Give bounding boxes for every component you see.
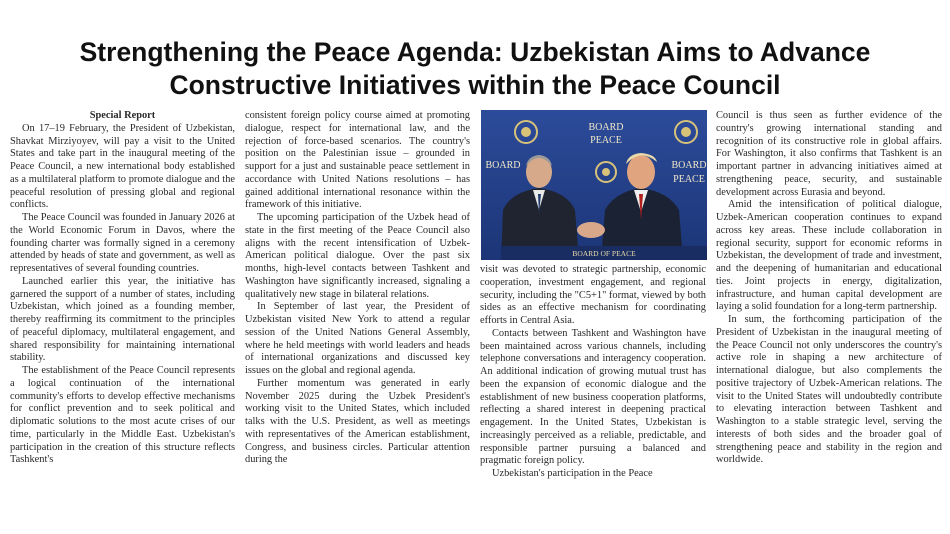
backdrop-text: PEACE	[590, 135, 622, 146]
backdrop-text: BOARD	[671, 160, 707, 171]
paragraph: On 17–19 February, the President of Uzbekistan, Shavkat Mirziyoyev, will pay a visit to the United States and take part in the inaugural meeting of the Peace Council, a new international body established as a multilateral platform to promote dialogue and the peaceful resolution of pressing global and regional conflicts.	[10, 122, 235, 211]
paragraph: The Peace Council was founded in January 2026 at the World Economic Forum in Davos, where the founding charter was formally signed in a ceremony attended by heads of state and government, as well as representatives of several founding countries.	[10, 212, 235, 274]
article-column-1	[10, 110, 235, 514]
banner-text: BOARD OF PEACE	[572, 249, 636, 258]
paragraph: consistent foreign policy course aimed at promoting dialogue, respect for international law, and the rejection of force-based scenarios. The country's position on the Palestinian issue – grounded in support for a just and sustainable peace settlement in accordance with United Nations resolutions – has gained additional international resonance within the framework of this initiative.	[245, 110, 470, 211]
paragraph: Uzbekistan's participation in the Peace	[492, 468, 653, 479]
handshake-photo	[481, 110, 707, 260]
backdrop-text: PEACE	[673, 174, 705, 185]
headline-line-1: Strengthening the Peace Agenda: Uzbekistan Aims to Advance	[79, 37, 871, 67]
section-label: Special Report	[89, 110, 156, 121]
headline-line-2: Constructive Initiatives within the Peace Council	[169, 70, 781, 100]
paragraph: visit was devoted to strategic partnership, economic cooperation, investment engagement, and regional security, including the "C5+1" format, viewed by both sides as an effective mechanism for coordinating efforts in Central Asia.	[480, 264, 706, 326]
paragraph: Contacts between Tashkent and Washington have been maintained across various channels, including telephone conversations and interagency cooperation. An additional indication of growing mutual trust has been the expansion of economic dialogue and the establishment of new business cooperation platforms, reflecting a shared interest in deepening practical engagement. In the United States, Uzbekistan is increasingly perceived as a reliable, predictable, and responsible partner pursuing a balanced and pragmatic foreign policy.	[480, 327, 706, 467]
news-photo	[481, 110, 707, 260]
paragraph: Launched earlier this year, the initiative has garnered the support of a number of states, including Uzbekistan, which joined as a founding member, thereby reaffirming its commitment to the principles of peaceful diplomacy, multilateral engagement, and shared responsibility for maintaining international stability.	[10, 275, 235, 364]
article-column-2	[245, 110, 470, 480]
backdrop-text: BOARD	[485, 160, 521, 171]
article-column-3	[480, 264, 706, 479]
backdrop-text: BOARD	[588, 122, 624, 133]
headline	[10, 36, 940, 102]
paragraph: The upcoming participation of the Uzbek head of state in the first meeting of the Peace Council also aligns with the recent intensification of Uzbek-American political dialogue. Over the past six months, high-level contacts between Tashkent and Washington have significantly increased, signaling a qualitatively new stage in bilateral relations.	[245, 212, 470, 300]
paragraph: The establishment of the Peace Council represents a logical continuation of the international community's efforts to develop effective mechanisms for conflict prevention and to seek political and diplomatic solutions to the most acute crises of our time, particularly in the Middle East. Uzbekistan's participation in the creation of this structure reflects Tashkent's	[10, 365, 235, 466]
paragraph: In September of last year, the President of Uzbekistan visited New York to attend a regular session of the United Nations General Assembly, where he held meetings with world leaders and heads of international organizations and discussed key issues on the global and regional agenda.	[245, 301, 470, 376]
paragraph: Further momentum was generated in early November 2025 during the Uzbek President's working visit to the United States, which included talks with the U.S. President, as well as meetings with representatives of the American establishment, Congress, and business circles. Particular attention during the	[245, 377, 470, 466]
paragraph: Amid the intensification of political dialogue, Uzbek-American cooperation continues to expand across key areas. These include collaboration in regional security, support for economic reforms in Uzbekistan, the development of trade and investment, and the deepening of humanitarian and educational ties. Joint projects in energy, digitalization, infrastructure, and human capital development are laying a solid foundation for a long-term partnership.	[716, 199, 942, 313]
paragraph: In sum, the forthcoming participation of the President of Uzbekistan in the inaugural meeting of the Peace Council not only underscores the country's active role in shaping a new architecture of international dialogue, but also complements the positive trajectory of Uzbek-American relations. The visit to the United States will undoubtedly contribute to elevating interaction between Tashkent and Washington to a stable strategic level, serving the interests of both sides and the broader goal of strengthening peace and stability in the region and worldwide.	[716, 314, 942, 466]
paragraph: Council is thus seen as further evidence of the country's growing international standing and recognition of its constructive role in global affairs. For Washington, it also confirms that Tashkent is an important partner in advancing initiatives aimed at strengthening peace, security, and sustainable development across Eurasia and beyond.	[716, 110, 942, 198]
article-column-4	[716, 110, 942, 480]
handshake	[577, 222, 605, 238]
